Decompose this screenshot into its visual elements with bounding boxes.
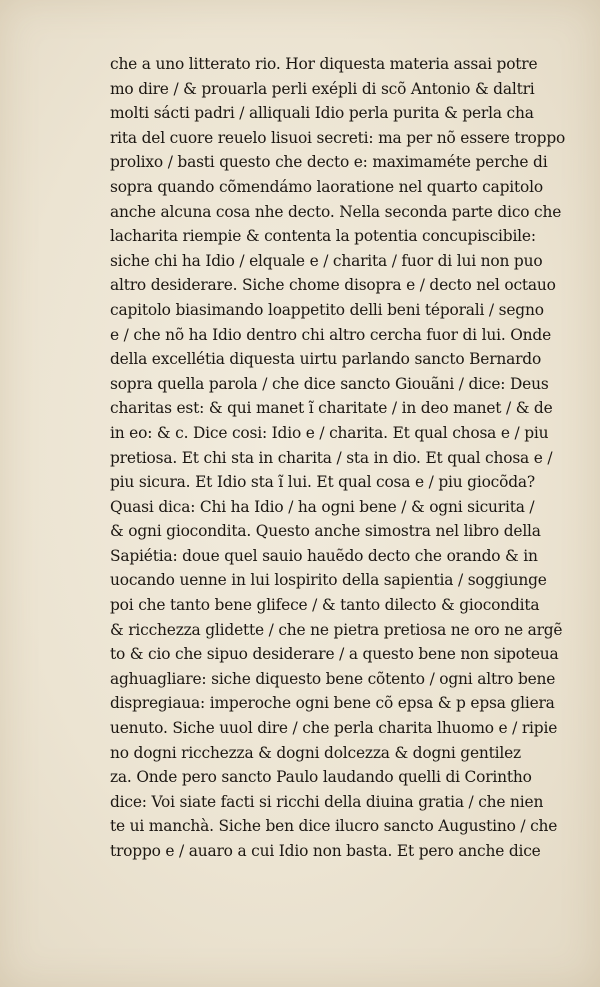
text-line: troppo e / auaro a cui Idio non basta. Et pero anche dice [110, 842, 541, 860]
text-line: lacharita riempie & contenta la potentia concupiscibile: [110, 227, 536, 246]
text-line: uocando uenne in lui lospirito della sapientia / soggiunge [110, 571, 547, 590]
text-line: to & cio che sipuo desiderare / a questo bene non sipoteua [110, 645, 559, 664]
text-line: no dogni ricchezza & dogni dolcezza & dogni gentilez [110, 743, 521, 762]
text-line: anche alcuna cosa nhe decto. Nella seconda parte dico che [110, 202, 562, 221]
text-line: & ricchezza glidette / che ne pietra pretiosa ne oro ne argẽ [110, 620, 563, 639]
text-line: altro desiderare. Siche chome disopra e / decto nel octauo [110, 276, 556, 295]
text-line: aghuagliare: siche diquesto bene cõtento / ogni altro bene [110, 669, 556, 688]
text-line: molti sácti padri / alliquali Idio perla purita & perla cha [110, 104, 534, 123]
text-line: Quasi dica: Chi ha Idio / ha ogni bene / & ogni sicurita / [110, 497, 535, 516]
text-line: charitas est: & qui manet ĩ charitate / in deo manet / & de [110, 399, 553, 418]
text-line: siche chi ha Idio / elquale e / charita / fuor di lui non puo [110, 251, 543, 270]
text-block [110, 52, 570, 864]
text-line: piu sicura. Et Idio sta ĩ lui. Et qual cosa e / piu giocõda? [110, 473, 535, 492]
text-line: in eo: & c. Dice cosi: Idio e / charita. Et qual chosa e / piu [110, 423, 549, 442]
text-line: sopra quella parola / che dice sancto Giouãni / dice: Deus [110, 374, 549, 393]
text-line: za. Onde pero sancto Paulo laudando quelli di Corintho [110, 768, 532, 787]
text-line: mo dire / & prouarla perli exépli di scõ Antonio & daltri [110, 79, 535, 98]
text-line: sopra quando cõmendámo laoratione nel quarto capitolo [110, 177, 543, 196]
text-line: poi che tanto bene glifece / & tanto dilecto & giocondita [110, 596, 540, 615]
text-line: rita del cuore reuelo lisuoi secreti: ma per nõ essere troppo [110, 128, 566, 147]
text-line: prolixo / basti questo che decto e: maximaméte perche di [110, 153, 548, 172]
text-line: te ui manchà. Siche ben dice ilucro sancto Augustino / che [110, 817, 558, 836]
text-line: & ogni giocondita. Questo anche simostra nel libro della [110, 522, 541, 541]
text-line: uenuto. Siche uuol dire / che perla charita lhuomo e / ripie [110, 719, 558, 738]
text-line: e / che nõ ha Idio dentro chi altro cercha fuor di lui. Onde [110, 325, 552, 344]
text-line: che a uno litterato rio. Hor diquesta materia assai potre [110, 55, 538, 73]
text-line: capitolo biasimando loappetito delli beni téporali / segno [110, 300, 544, 319]
text-line: dispregiaua: imperoche ogni bene cõ epsa & p epsa gliera [110, 694, 555, 713]
text-line: Sapiétia: doue quel sauio hauẽdo decto che orando & in [110, 546, 538, 565]
text-line: della excellétia diquesta uirtu parlando sancto Bernardo [110, 350, 542, 369]
text-line: pretiosa. Et chi sta in charita / sta in dio. Et qual chosa e / [110, 448, 553, 467]
text-line: dice: Voi siate facti si ricchi della diuina gratia / che nien [110, 792, 544, 811]
